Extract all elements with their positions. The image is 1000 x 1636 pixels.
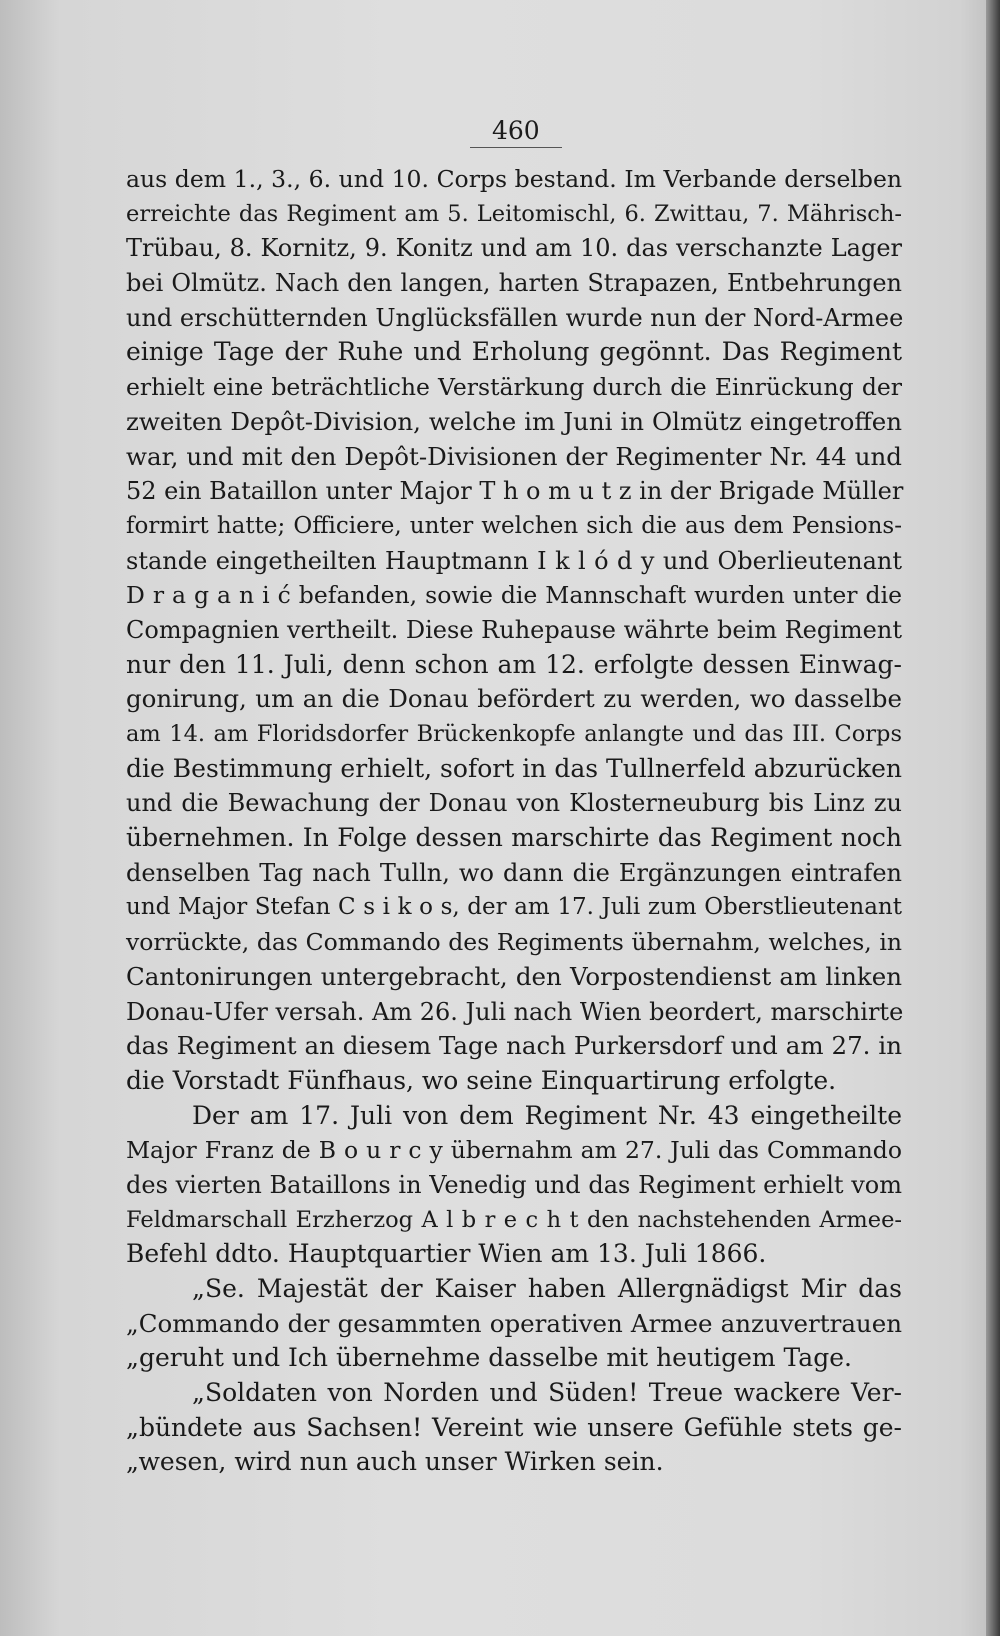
text-line: „wesen, wird nun auch unser Wirken sein. [126, 1447, 664, 1477]
text-line: bei Olmütz. Nach den langen, harten Strapazen, Entbehrungen [126, 269, 902, 298]
text-line: „Se. Majestät der Kaiser haben Allergnädigst Mir das [192, 1274, 902, 1303]
text-line: und Major Stefan C s i k o s, der am 17. Juli zum Oberstlieutenant [126, 894, 902, 921]
text-line: war, und mit den Depôt-Divisionen der Regimenter Nr. 44 und [126, 441, 902, 471]
page-number: 460 [492, 116, 540, 145]
text-line: aus dem 1., 3., 6. und 10. Corps bestand. Im Verbande derselben [126, 165, 902, 193]
text-line: Major Franz de B o u r c y übernahm am 27. Juli das Commando [126, 1136, 902, 1165]
book-spine-shadow [986, 0, 1000, 1636]
text-line: Feldmarschall Erzherzog A l b r e c h t den nachstehenden Armee- [126, 1206, 902, 1233]
text-line: Donau-Ufer versah. Am 26. Juli nach Wien beordert, marschirte [126, 997, 904, 1026]
text-line: das Regiment an diesem Tage nach Purkersdorf und am 27. in [126, 1031, 902, 1061]
text-line: 52 ein Bataillon unter Major T h o m u t z in der Brigade Müller [126, 477, 904, 506]
text-line: übernehmen. In Folge dessen marschirte das Regiment noch [126, 823, 902, 853]
text-line: am 14. am Floridsdorfer Brückenkopfe anlangte und das III. Corps [126, 721, 902, 747]
text-line: D r a g a n i ć befanden, sowie die Mannschaft wurden unter die [126, 581, 902, 610]
text-line: Cantonirungen untergebracht, den Vorpostendienst am linken [126, 961, 902, 991]
text-line: des vierten Bataillons in Venedig und das Regiment erhielt vom [126, 1170, 902, 1199]
text-line: zweiten Depôt-Division, welche im Juni in Olmütz eingetroffen [126, 406, 902, 436]
text-line: Befehl ddto. Hauptquartier Wien am 13. Juli 1866. [126, 1239, 767, 1269]
text-line: denselben Tag nach Tulln, wo dann die Ergänzungen eintrafen [126, 858, 902, 887]
text-line: formirt hatte; Officiere, unter welchen sich die aus dem Pensions- [126, 512, 902, 539]
text-line: nur den 11. Juli, denn schon am 12. erfolgte dessen Einwag- [126, 649, 902, 679]
text-line: erhielt eine beträchtliche Verstärkung durch die Einrückung der [126, 373, 902, 402]
body-text [126, 162, 902, 1480]
text-line: Trübau, 8. Kornitz, 9. Konitz und am 10. das verschanzte Lager [126, 234, 902, 263]
text-line: erreichte das Regiment am 5. Leitomischl, 6. Zwittau, 7. Mährisch- [126, 200, 902, 227]
text-line: gonirung, um an die Donau befördert zu werden, wo dasselbe [126, 684, 902, 714]
text-line: Compagnien vertheilt. Diese Ruhepause währte beim Regiment [126, 615, 902, 644]
page-number-rule [470, 147, 562, 148]
text-line: „Commando der gesammten operativen Armee anzuvertrauen [126, 1308, 902, 1338]
text-line: und die Bewachung der Donau von Klosterneuburg bis Linz zu [126, 789, 902, 818]
text-line: stande eingetheilten Hauptmann I k l ó d y und Oberlieutenant [126, 546, 902, 575]
text-line: „Soldaten von Norden und Süden! Treue wackere Ver- [192, 1378, 902, 1408]
text-line: „geruht und Ich übernehme dasselbe mit heutigem Tage. [126, 1343, 852, 1373]
text-line: die Bestimmung erhielt, sofort in das Tullnerfeld abzurücken [126, 753, 902, 783]
text-line: einige Tage der Ruhe und Erholung gegönnt. Das Regiment [126, 337, 902, 367]
text-line: und erschütternden Unglücksfällen wurde nun der Nord-Armee [126, 303, 904, 332]
text-line: vorrückte, das Commando des Regiments übernahm, welches, in [126, 928, 902, 957]
text-line: die Vorstadt Fünfhaus, wo seine Einquartirung erfolgte. [126, 1065, 837, 1095]
text-line: Der am 17. Juli von dem Regiment Nr. 43 eingetheilte [192, 1100, 902, 1130]
text-line: „bündete aus Sachsen! Vereint wie unsere Gefühle stets ge- [126, 1412, 902, 1442]
